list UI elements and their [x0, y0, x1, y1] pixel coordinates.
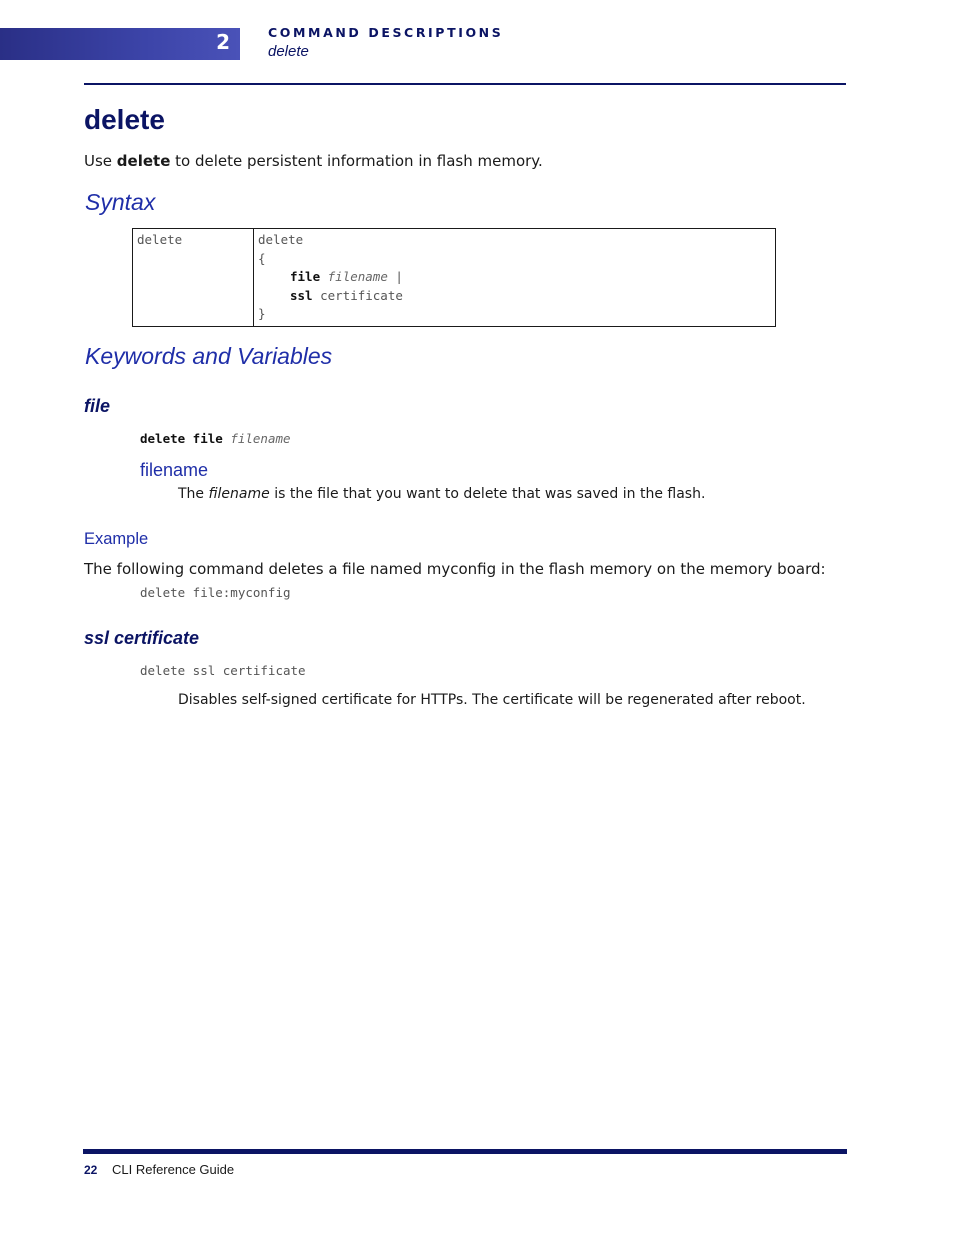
syntax-keyword-file: file — [290, 269, 321, 284]
filename-desc-variable: filename — [208, 486, 270, 502]
file-usage — [140, 431, 291, 446]
intro-before: Use — [84, 152, 117, 170]
file-usage-variable: filename — [230, 431, 291, 446]
syntax-variable-filename: filename — [327, 269, 388, 284]
running-header-subtitle: delete — [268, 43, 309, 60]
file-heading: file — [84, 396, 111, 416]
page-number: 22 — [84, 1163, 98, 1177]
syntax-line-2: { — [258, 250, 266, 266]
example-text: The following command deletes a file named myconfig in the flash memory on the memory board: — [84, 560, 826, 578]
syntax-ssl-rest: certificate — [312, 287, 403, 303]
syntax-line-1: delete — [258, 232, 304, 247]
chapter-tab — [0, 28, 240, 60]
syntax-line-3 — [258, 268, 771, 287]
intro-paragraph — [84, 152, 543, 170]
syntax-definition-cell — [254, 229, 776, 327]
syntax-command-cell: delete — [133, 229, 254, 327]
keywords-heading: Keywords and Variables — [85, 343, 333, 369]
intro-command: delete — [116, 152, 171, 170]
filename-description — [178, 486, 705, 502]
header-rule — [84, 83, 846, 85]
syntax-table — [132, 228, 776, 327]
file-usage-command: delete file — [140, 431, 223, 446]
guide-title: CLI Reference Guide — [112, 1162, 235, 1177]
intro-after: to delete persistent information in flash memory. — [170, 152, 543, 170]
ssl-usage: delete ssl certificate — [140, 663, 306, 678]
running-header-title: COMMAND DESCRIPTIONS — [268, 25, 504, 40]
ssl-description: Disables self-signed certificate for HTTPs. The certificate will be regenerated after reboot. — [178, 692, 806, 708]
syntax-separator: | — [387, 269, 403, 284]
filename-desc-after: is the file that you want to delete that was saved in the flash. — [269, 486, 706, 502]
filename-heading: filename — [140, 460, 209, 480]
chapter-number: 2 — [216, 30, 230, 54]
syntax-heading: Syntax — [85, 189, 156, 215]
syntax-line-4 — [258, 287, 771, 306]
example-command: delete file:myconfig — [140, 585, 291, 600]
syntax-line-5: } — [258, 306, 266, 321]
syntax-keyword-ssl: ssl — [290, 287, 313, 303]
page-title: delete — [84, 104, 165, 135]
example-heading: Example — [84, 530, 149, 548]
footer-rule — [83, 1149, 847, 1154]
filename-desc-before: The — [178, 486, 209, 502]
ssl-certificate-heading: ssl certificate — [84, 628, 200, 648]
